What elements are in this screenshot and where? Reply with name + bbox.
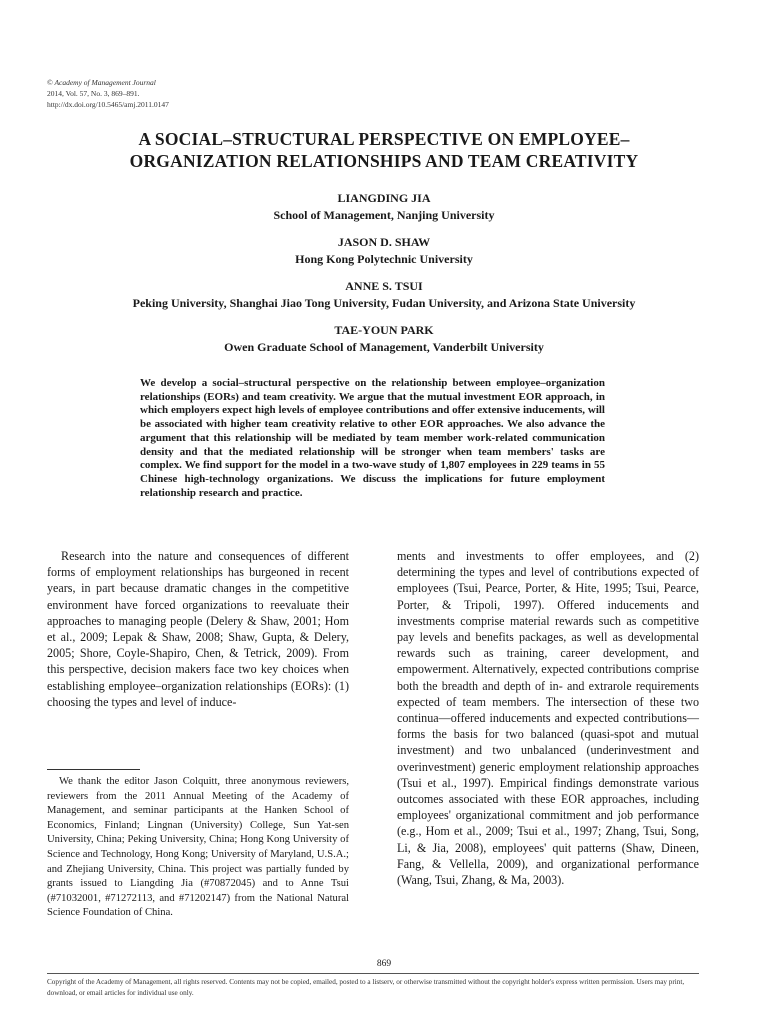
article-title-line-2: ORGANIZATION RELATIONSHIPS AND TEAM CREATIVITY xyxy=(129,151,639,171)
author-block xyxy=(40,234,728,268)
copyright-notice: Copyright of the Academy of Management, all rights reserved. Contents may not be copied, emailed, posted to a listserv, or otherwise transmitted without the copyright holder's express written permission. Users may print, download, or email articles for individual use only. xyxy=(47,978,685,997)
body-paragraph: ments and investments to offer employees, and (2) determining the types and level of contributions expected of employees (Tsui, Pearce, Porter, & Hite, 1995; Tsui, Pearce, Porter, & Tripoli, 1997). Offered inducements and investments comprise material rewards such as competitive pay levels and benefits packages, as well as developmental rewards such as training, career development, and empowerment. Alternatively, expected contributions comprise both the breadth and depth of in- and extrarole requirements expected of team members. The intersection of these two continua—offered inducements and expected contributions—forms the basis for two balanced (quasi-spot and mutual investment) and two unbalanced (underinvestment and overinvestment) generic employment relationship approaches (Tsui et al., 1997). Empirical findings demonstrate various outcomes associated with these EOR approaches, including employees' organizational commitment and job performance (e.g., Hom et al., 2009; Tsui et al., 1997; Zhang, Tsui, Song, Li, & Jia, 2008), employees' quit patterns (Shaw, Dineen, Fang, & Vellella, 2009), and organizational performance (Wang, Tsui, Zhang, & Ma, 2003). xyxy=(397,549,699,888)
author-name: TAE-YOUN PARK xyxy=(334,323,434,337)
copyright-divider xyxy=(47,973,699,974)
journal-doi[interactable]: http://dx.doi.org/10.5465/amj.2011.0147 xyxy=(47,100,169,109)
body-paragraph: Research into the nature and consequences of different forms of employment relationships has burgeoned in recent years, in part because dramatic changes in the competitive environment have forced organizations to reevaluate their approaches to managing people (Delery & Shaw, 2001; Hom et al., 2009; Lepak & Shaw, 2008; Shaw, Gupta, & Delery, 2005; Shore, Coyle-Shapiro, Chen, & Tetrick, 2009). From this perspective, decision makers face two key choices when establishing employee–organization relationships (EORs): (1) choosing the types and level of induce- xyxy=(47,549,349,709)
author-block xyxy=(40,322,728,356)
page-number: 869 xyxy=(376,959,392,969)
journal-volume: 2014, Vol. 57, No. 3, 869–891. xyxy=(47,89,140,98)
author-affiliation: School of Management, Nanjing University xyxy=(273,208,495,222)
author-affiliation: Owen Graduate School of Management, Vanderbilt University xyxy=(224,340,544,354)
footnote-divider xyxy=(47,769,140,770)
author-name: ANNE S. TSUI xyxy=(345,279,423,293)
author-name: JASON D. SHAW xyxy=(337,235,431,249)
footnote-text: We thank the editor Jason Colquitt, three anonymous reviewers, reviewers from the 2011 Annual Meeting of the Academy of Management, and seminar participants at the Hanken School of Economics, Finland; Lingnan (University) College, Sun Yat-sen University, China; Peking University, China; Hong Kong University of Science and Technology, Hong Kong; University of Maryland, U.S.A.; and Zhejiang University, China. This project was partially funded by grants issued to Liangding Jia (#70872045) and to Anne Tsui (#71032001, #71272113, and #71202147) from the National Natural Science Foundation of China. xyxy=(47,776,349,919)
acknowledgment-footnote xyxy=(47,775,349,921)
body-column-right xyxy=(397,548,699,888)
journal-meta xyxy=(47,77,169,110)
article-title-line-1: A SOCIAL–STRUCTURAL PERSPECTIVE ON EMPLOYEE– xyxy=(138,129,630,149)
author-list xyxy=(40,190,728,366)
author-block xyxy=(40,190,728,224)
author-block xyxy=(40,278,728,312)
journal-name: © Academy of Management Journal xyxy=(47,78,156,87)
author-name: LIANGDING JIA xyxy=(337,191,431,205)
author-affiliation: Peking University, Shanghai Jiao Tong University, Fudan University, and Arizona State University xyxy=(132,296,636,310)
author-affiliation: Hong Kong Polytechnic University xyxy=(295,252,473,266)
body-column-left xyxy=(47,548,349,710)
article-title xyxy=(40,128,728,172)
abstract: We develop a social–structural perspective on the relationship between employee–organization relationships (EORs) and team creativity. We argue that the mutual investment EOR approach, in which employers expect high levels of employee contributions and offer extensive inducements, will be associated with higher team creativity relative to other EOR approaches. We also advance the argument that this relationship will be mediated by team member work-related communication density and that the mediated relationship will be stronger when team members' tasks are complex. We find support for the model in a two-wave study of 1,807 employees in 229 teams in 55 Chinese high-technology organizations. We discuss the implications for future employment relationship research and practice. xyxy=(140,377,605,499)
